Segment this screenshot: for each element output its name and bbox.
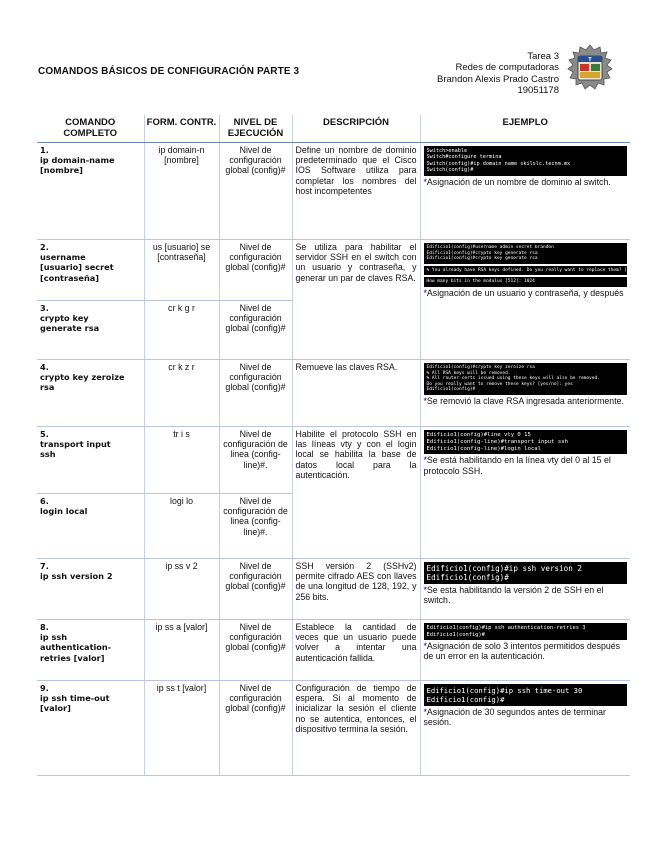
table-row xyxy=(37,240,630,301)
example-note: *Asignación de solo 3 intentos permitidos después de un error en la autenticación. xyxy=(423,641,621,662)
example-cell xyxy=(420,143,630,240)
column-header-level: NIVEL DE EJECUCIÓN xyxy=(219,115,292,143)
terminal-output: Edificio1(config)#ip ssh time-out 30 Edificio1(config)# xyxy=(424,684,628,706)
row-number: 7. xyxy=(40,561,49,571)
row-number: 6. xyxy=(40,496,49,506)
description: Establece la cantidad de veces que un usuario puede volver a intentar una autenticación fallida. xyxy=(292,620,420,681)
table-row xyxy=(37,681,630,776)
description: Remueve las claves RSA. xyxy=(292,360,420,427)
student-name: Brandon Alexis Prado Castro xyxy=(437,73,559,85)
table-row xyxy=(37,559,630,620)
short-form: ip ss a [valor] xyxy=(144,620,219,681)
execution-level: Nivel de configuración de linea (config-line)#. xyxy=(219,494,292,559)
example-note: *Se esta habilitando la versión 2 de SSH en el switch. xyxy=(423,585,604,606)
command-name: ip domain-name [nombre] xyxy=(40,155,115,176)
row-number: 3. xyxy=(40,303,49,313)
command-name: crypto key generate rsa xyxy=(40,313,100,334)
column-header-form: FORM. CONTR. xyxy=(144,115,219,143)
terminal-output: Edificio1(config)#line vty 0 15 Edificio1(config-line)#transport input ssh Edificio1(config-line)#login local xyxy=(424,430,628,454)
terminal-output: Switch>enable Switch#configure termina Switch(config)#ip domain name skilslc.tecnm.mx Switch(config)# xyxy=(424,146,628,176)
example-cell xyxy=(420,360,630,427)
column-header-example: EJEMPLO xyxy=(420,115,630,143)
command-name: ip ssh time-out [valor] xyxy=(40,693,110,714)
execution-level: Nivel de configuración global (config)# xyxy=(219,559,292,620)
description: Se utiliza para habilitar el servidor SSH en el switch con un usuario y contraseña, y generar un par de claves RSA. xyxy=(292,240,420,360)
row-number: 1. xyxy=(40,145,49,155)
example-cell xyxy=(420,620,630,681)
description: SSH versión 2 (SSHv2) permite cifrado AES con llaves de una longitud de 128, 192, y 256 bits. xyxy=(292,559,420,620)
execution-level: Nivel de configuración de linea (config-line)#. xyxy=(219,427,292,494)
document-title: COMANDOS BÁSICOS DE CONFIGURACIÓN PARTE 3 xyxy=(38,66,300,77)
school-logo-icon xyxy=(567,44,613,90)
row-number: 9. xyxy=(40,683,49,693)
column-header-command: COMANDO COMPLETO xyxy=(37,115,144,143)
column-header-description: DESCRIPCIÓN xyxy=(292,115,420,143)
execution-level: Nivel de configuración global (config)# xyxy=(219,301,292,360)
table-header-row xyxy=(37,115,630,143)
short-form: ip domain-n [nombre] xyxy=(144,143,219,240)
example-note: *Se removió la clave RSA ingresada anteriormente. xyxy=(423,395,624,406)
command-name: transport input ssh xyxy=(40,439,111,460)
short-form: logi lo xyxy=(144,494,219,559)
row-number: 5. xyxy=(40,429,49,439)
example-note: *Asignación de 30 segundos antes de terminar sesión. xyxy=(423,707,606,728)
table-row xyxy=(37,360,630,427)
terminal-output: Edificio1(config)#ip ssh authentication-retries 3 Edificio1(config)# xyxy=(424,623,628,640)
description: Habilite el protocolo SSH en las líneas vty y con el login local se habilita la base de datos local para la autenticación. xyxy=(292,427,420,559)
example-note: *Asignación de un usuario y contraseña, y después xyxy=(423,287,624,298)
example-note: *Asignación de un nombre de dominio al switch. xyxy=(423,176,611,187)
execution-level: Nivel de configuración global (config)# xyxy=(219,240,292,301)
table-row xyxy=(37,143,630,240)
assignment-label: Tarea 3 xyxy=(527,51,559,62)
command-name: crypto key zeroize rsa xyxy=(40,372,125,393)
row-number: 8. xyxy=(40,622,49,632)
example-note: *Se está habilitando en la línea vty del 0 al 15 el protocolo SSH. xyxy=(423,455,611,476)
short-form: ip ss t [valor] xyxy=(144,681,219,776)
example-cell xyxy=(420,240,660,360)
description: Define un nombre de dominio predeterminado que el Cisco IOS Software utiliza para completar los nombres del host incompetentes xyxy=(292,143,420,240)
example-cell xyxy=(420,681,630,776)
example-cell xyxy=(420,427,630,559)
short-form: cr k z r xyxy=(144,360,219,427)
command-name: ip ssh authentication-retries [valor] xyxy=(40,632,112,663)
execution-level: Nivel de configuración global (config)# xyxy=(219,681,292,776)
terminal-output: Edificio1(config)#username admin secret brandon Edificio1(config)#crypto key generate rsa Edificio1(config)#crypto key generate rsa xyxy=(424,243,628,264)
example-cell xyxy=(420,559,630,620)
student-id: 19051178 xyxy=(517,84,559,96)
terminal-output: Edificio1(config)#crypto key zeroize rsa % All RSA keys will be removed. % All router certs issued using these keys will also be removed. Do you really want to remove these keys? [yes/no]: yes Edificio1(config)# xyxy=(424,363,628,395)
terminal-output: Edificio1(config)#ip ssh version 2 Edificio1(config)# xyxy=(424,562,628,584)
short-form: ip ss v 2 xyxy=(144,559,219,620)
row-number: 4. xyxy=(40,362,49,372)
header-info xyxy=(437,51,559,96)
short-form: us [usuario] se [contraseña] xyxy=(144,240,219,301)
table-row xyxy=(37,620,630,681)
execution-level: Nivel de configuración global (config)# xyxy=(219,620,292,681)
command-name: ip ssh version 2 xyxy=(40,571,113,582)
execution-level: Nivel de configuración global (config)# xyxy=(219,143,292,240)
commands-table xyxy=(37,115,660,776)
terminal-output-3: How many bits in the modulus [512]: 1024 xyxy=(424,277,628,287)
short-form: tr i s xyxy=(144,427,219,494)
terminal-output-2: % You already have RSA keys defined. Do you really want to replace them? [yes/no]: yes xyxy=(424,266,628,276)
description: Configuración de tiempo de espera. Si al momento de inicializar la sesión el cliente no se autentica, entonces, el dispositivo termina la sesión. xyxy=(292,681,420,776)
short-form: cr k g r xyxy=(144,301,219,360)
row-number: 2. xyxy=(40,242,49,252)
table-row xyxy=(37,427,630,494)
command-name: login local xyxy=(40,506,88,517)
command-name: username [usuario] secret [contraseña] xyxy=(40,252,114,283)
logo-letter: T xyxy=(588,57,592,63)
execution-level: Nivel de configuración global (config)# xyxy=(219,360,292,427)
course-name: Redes de computadoras xyxy=(455,62,559,74)
